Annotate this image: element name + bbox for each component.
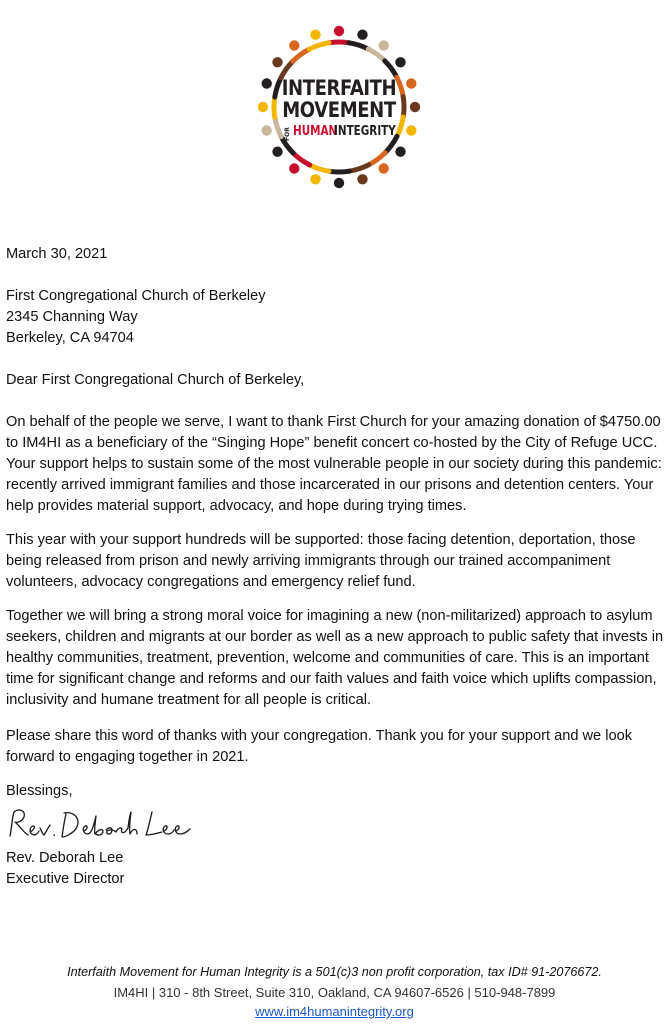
signer-name: Rev. Deborah Lee xyxy=(6,850,124,866)
logo-integrity: INTEGRITY xyxy=(334,124,396,139)
paragraph-line: healthy communities, treatment, prevention, welcome and communities of care. This is an important xyxy=(6,650,649,666)
paragraph-line: This year with your support hundreds will be supported: those facing detention, deportation, those xyxy=(6,532,636,548)
paragraph-line: Please share this word of thanks with your congregation. Thank you for your support and we look xyxy=(6,728,632,744)
footer-address: IM4HI | 310 - 8th Street, Suite 310, Oakland, CA 94607-6526 | 510-948-7899 xyxy=(113,985,556,1000)
paragraph-line: recently arrived immigrant families and those incarcerated in our prisons and detention centers. Your xyxy=(6,477,654,493)
recipient-address xyxy=(6,286,666,349)
footer-website-link[interactable]: www.im4humanintegrity.org xyxy=(255,1004,414,1019)
footer-legal-statement: Interfaith Movement for Human Integrity is a 501(c)3 non profit corporation, tax ID# 91-2076672. xyxy=(67,965,602,979)
address-line: First Congregational Church of Berkeley xyxy=(6,288,266,304)
logo-line-human-integrity xyxy=(276,124,406,140)
salutation: Dear First Congregational Church of Berkeley, xyxy=(6,372,305,388)
signer-block xyxy=(6,848,666,890)
paragraph-line: volunteers, advocacy congregations and emergency relief fund. xyxy=(6,574,416,590)
closing: Blessings, xyxy=(6,783,73,799)
signer-title: Executive Director xyxy=(6,871,125,887)
paragraph-line: being released from prison and newly arriving immigrants through our trained accompaniment xyxy=(6,553,611,569)
paragraph-line: help provides material support, advocacy, and hope during trying times. xyxy=(6,498,467,514)
logo-for: FOR xyxy=(284,127,291,141)
handwritten-signature xyxy=(6,804,196,846)
paragraph-share xyxy=(6,726,666,768)
address-line: 2345 Channing Way xyxy=(6,309,138,325)
paragraph-line: Together we will bring a strong moral voice for imagining a new (non-militarized) approach to asylum xyxy=(6,608,653,624)
paragraph-thanks xyxy=(6,412,666,517)
address-line: Berkeley, CA 94704 xyxy=(6,330,134,346)
paragraph-line: to IM4HI as a beneficiary of the “Singing Hope” benefit concert co-hosted by the City of Refuge UCC. xyxy=(6,435,658,451)
logo-human: HUMAN xyxy=(293,124,338,139)
paragraph-line: inclusivity and humane treatment for all people is critical. xyxy=(6,692,372,708)
paragraph-line: On behalf of the people we serve, I want to thank First Church for your amazing donation of $4750.00 xyxy=(6,414,661,430)
paragraph-line: seekers, children and migrants at our border as well as a new approach to public safety that invests in xyxy=(6,629,664,645)
organization-logo xyxy=(246,14,432,200)
paragraph-line: time for significant change and reforms and our faith values and faith voice which uplifts compassion, xyxy=(6,671,657,687)
logo-line-interfaith: INTERFAITH xyxy=(281,76,397,100)
paragraph-support xyxy=(6,530,666,593)
letter-date: March 30, 2021 xyxy=(6,246,108,262)
paragraph-line: forward to engaging together in 2021. xyxy=(6,749,249,765)
paragraph-line: Your support helps to sustain some of the most vulnerable people in our society during this pandemic: xyxy=(6,456,662,472)
paragraph-together xyxy=(6,606,666,711)
logo-wordmark xyxy=(246,14,432,200)
logo-line-movement: MOVEMENT xyxy=(282,98,396,122)
